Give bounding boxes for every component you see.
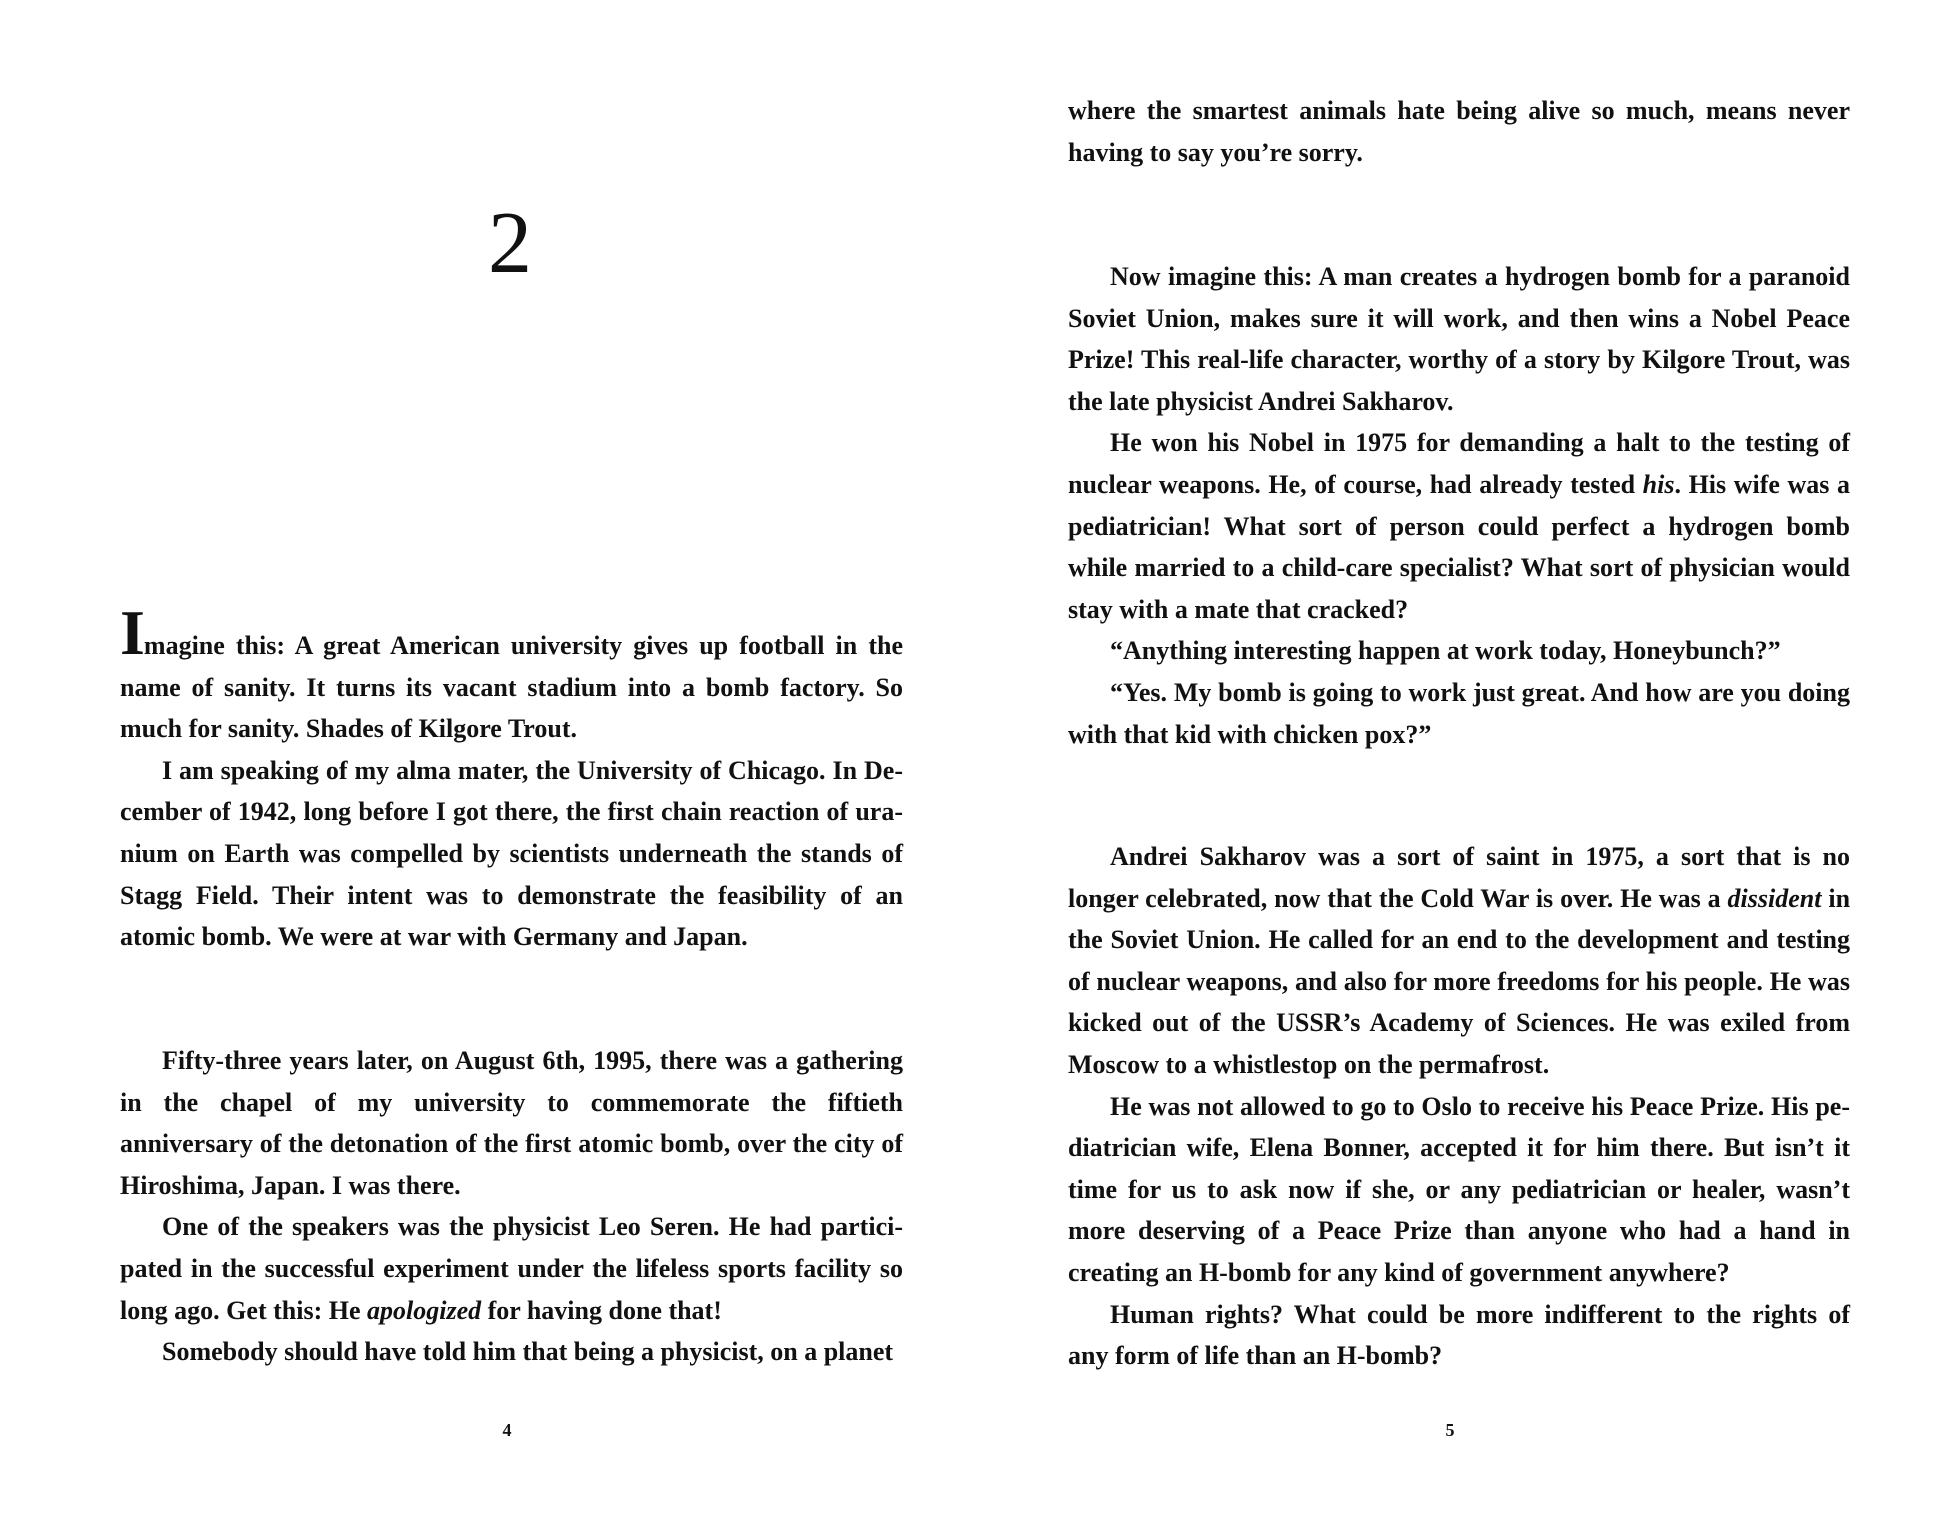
paragraph: Somebody should have told him that being a physicist, on a planet <box>162 1337 894 1367</box>
italic-word: apologized <box>367 1295 482 1325</box>
paragraph-text: in the Soviet Union. He called for an end to the development and testing of nuclear weapons, and also for more freedoms for his people. He was kicked out of the USSR’s Academy of Sciences. He was exiled from Moscow to a whistlestop on the permafrost. <box>1068 883 1851 1079</box>
right-text-section-3 <box>1068 836 1850 1377</box>
paragraph-text: . His wife was a pediatrician! What sort of person could perfect a hydrogen bomb while married to a child-care specialist? What sort of physician would stay with a mate that cracked? <box>1068 469 1850 624</box>
page-number: 4 <box>502 1420 512 1440</box>
paragraph-text: for having done that! <box>487 1295 722 1325</box>
paragraph-text: magine this: A great American university gives up football in the name of sanity. It turns its vacant stadium into a bomb factory. So much for sanity. Shades of Kilgore Trout. <box>120 631 903 744</box>
paragraph: I am speaking of my alma mater, the University of Chicago. In December of 1942, long before I got there, the first chain reaction of uranium on Earth was compelled by scientists underneath the stands of Stagg Field. Their intent was to demonstrate the feasibility of an atomic bomb. We were at war with Germany and Japan. <box>120 755 903 952</box>
paragraph <box>120 597 903 750</box>
left-text-section-1 <box>120 597 903 958</box>
paragraph: where the smartest animals hate being alive so much, means never having to say you’re sorry. <box>1068 96 1850 167</box>
paragraph: “Yes. My bomb is going to work just great. And how are you doing with that kid with chicken pox?” <box>1068 677 1850 749</box>
right-text-section-1 <box>1068 90 1850 173</box>
paragraph <box>120 1206 903 1331</box>
paragraph: He was not allowed to go to Oslo to receive his Peace Prize. His pediatrician wife, Elena Bonner, accepted it for him there. But isn’t it time for us to ask now if she, or any pediatrician or healer, wasn’t more deserving of a Peace Prize than anyone who had a hand in creating an H-bomb for any kind of government anywhere? <box>1068 1091 1850 1287</box>
paragraph-text: He won his Nobel in 1975 for demanding a halt to the testing of nuclear weapons. He, of course, had already tested <box>1068 428 1850 499</box>
right-text-section-2 <box>1068 256 1850 755</box>
italic-word: his <box>1642 469 1675 499</box>
paragraph: “Anything interesting happen at work today, Honeybunch?” <box>1110 636 1781 666</box>
paragraph <box>1068 836 1850 1086</box>
paragraph: Now imagine this: A man creates a hydrogen bomb for a paranoid Soviet Union, makes sure it will work, and then wins a Nobel Peace Prize! This real-life character, worthy of a story by Kilgore Trout, was the late physicist Andrei Sakharov. <box>1068 262 1850 416</box>
chapter-number: 2 <box>488 195 532 292</box>
paragraph: Human rights? What could be more indifferent to the rights of any form of life than an H-bomb? <box>1068 1299 1850 1371</box>
right-page <box>980 0 1960 1530</box>
italic-word: dissident <box>1727 883 1822 913</box>
paragraph: Fifty-three years later, on August 6th, 1995, there was a gathering in the chapel of my university to commemorate the fiftieth anniversary of the detonation of the first atomic bomb, over the city of Hiroshima, Japan. I was there. <box>120 1046 903 1200</box>
paragraph-text: One of the speakers was the physicist Leo Seren. He had participated in the successful experiment under the lifeless sports facility so long ago. Get this: He <box>120 1212 903 1325</box>
left-text-section-2 <box>120 1040 903 1373</box>
paragraph-text: Andrei Sakharov was a sort of saint in 1975, a sort that is no longer celebrated, now that the Cold War is over. He was a <box>1068 842 1850 913</box>
page-number: 5 <box>1445 1420 1455 1440</box>
drop-cap: I <box>120 597 144 668</box>
paragraph <box>1068 422 1850 630</box>
